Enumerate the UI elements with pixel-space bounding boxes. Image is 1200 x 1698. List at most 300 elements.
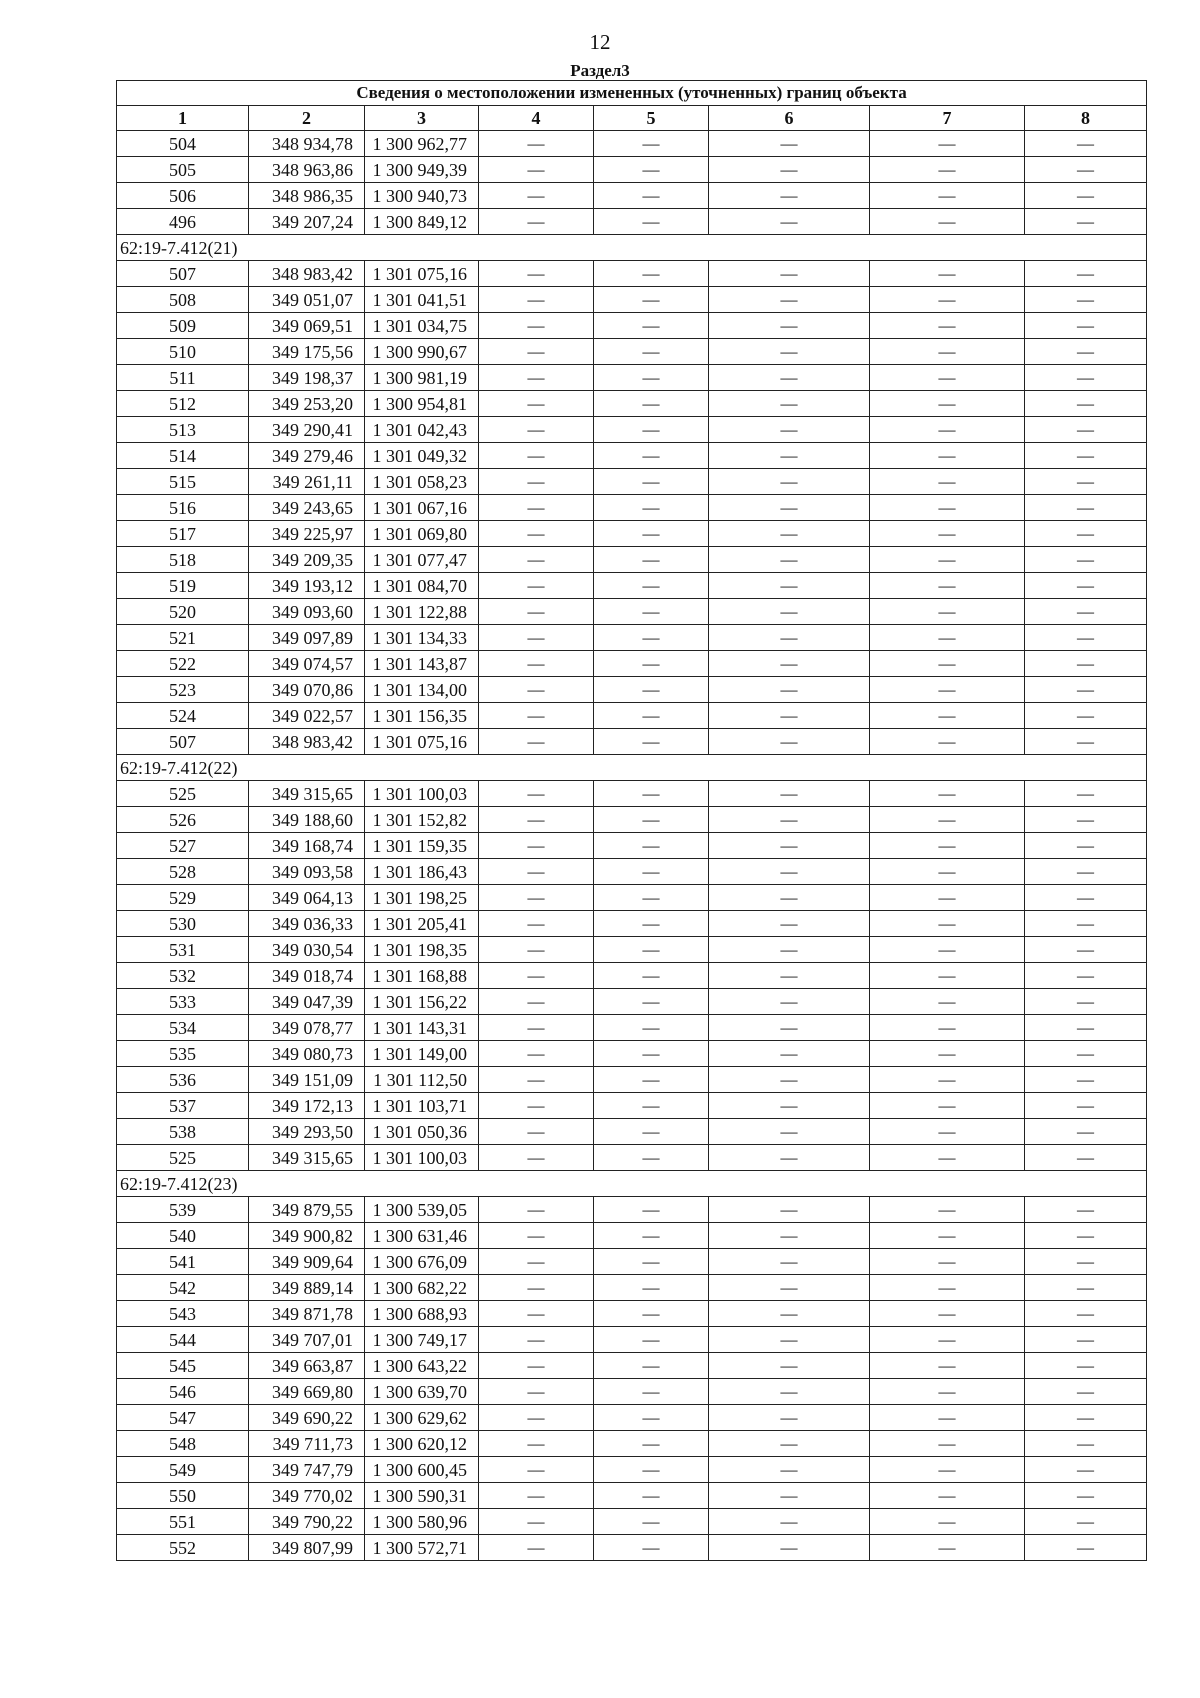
empty-value-cell: — [479, 651, 594, 677]
point-number-cell: 548 [117, 1431, 249, 1457]
y-coordinate-cell: 1 301 042,43 [365, 417, 479, 443]
empty-value-cell: — [870, 1457, 1025, 1483]
point-number-cell: 518 [117, 547, 249, 573]
empty-value-cell: — [479, 989, 594, 1015]
point-number-cell: 507 [117, 261, 249, 287]
empty-value-cell: — [1025, 287, 1147, 313]
empty-value-cell: — [594, 391, 709, 417]
x-coordinate-cell: 349 261,11 [249, 469, 365, 495]
empty-value-cell: — [709, 313, 870, 339]
empty-value-cell: — [479, 1431, 594, 1457]
point-number-cell: 537 [117, 1093, 249, 1119]
empty-value-cell: — [479, 1353, 594, 1379]
x-coordinate-cell: 348 983,42 [249, 261, 365, 287]
empty-value-cell: — [709, 625, 870, 651]
empty-value-cell: — [870, 1093, 1025, 1119]
empty-value-cell: — [709, 547, 870, 573]
empty-value-cell: — [1025, 183, 1147, 209]
table-header-row [117, 106, 1147, 131]
empty-value-cell: — [870, 287, 1025, 313]
empty-value-cell: — [479, 209, 594, 235]
empty-value-cell: — [479, 1041, 594, 1067]
empty-value-cell: — [479, 547, 594, 573]
empty-value-cell: — [709, 365, 870, 391]
empty-value-cell: — [709, 1093, 870, 1119]
table-row [117, 1197, 1147, 1223]
empty-value-cell: — [479, 157, 594, 183]
x-coordinate-cell: 349 172,13 [249, 1093, 365, 1119]
point-number-cell: 530 [117, 911, 249, 937]
empty-value-cell: — [709, 1301, 870, 1327]
parcel-number: 62:19-7.412(23) [117, 1171, 1147, 1197]
table-row [117, 1405, 1147, 1431]
empty-value-cell: — [479, 1301, 594, 1327]
table-row [117, 495, 1147, 521]
empty-value-cell: — [870, 261, 1025, 287]
empty-value-cell: — [1025, 1249, 1147, 1275]
empty-value-cell: — [594, 1145, 709, 1171]
empty-value-cell: — [1025, 261, 1147, 287]
y-coordinate-cell: 1 301 156,22 [365, 989, 479, 1015]
empty-value-cell: — [1025, 209, 1147, 235]
empty-value-cell: — [1025, 1093, 1147, 1119]
x-coordinate-cell: 349 209,35 [249, 547, 365, 573]
point-number-cell: 511 [117, 365, 249, 391]
empty-value-cell: — [1025, 1327, 1147, 1353]
empty-value-cell: — [594, 1093, 709, 1119]
empty-value-cell: — [870, 1405, 1025, 1431]
empty-value-cell: — [709, 1379, 870, 1405]
x-coordinate-cell: 349 315,65 [249, 1145, 365, 1171]
empty-value-cell: — [479, 963, 594, 989]
empty-value-cell: — [594, 1015, 709, 1041]
empty-value-cell: — [709, 469, 870, 495]
empty-value-cell: — [1025, 391, 1147, 417]
empty-value-cell: — [870, 859, 1025, 885]
empty-value-cell: — [1025, 1353, 1147, 1379]
parcel-number: 62:19-7.412(22) [117, 755, 1147, 781]
table-row [117, 1509, 1147, 1535]
y-coordinate-cell: 1 301 186,43 [365, 859, 479, 885]
empty-value-cell: — [1025, 1379, 1147, 1405]
empty-value-cell: — [1025, 781, 1147, 807]
table-row [117, 651, 1147, 677]
table-row [117, 989, 1147, 1015]
y-coordinate-cell: 1 300 572,71 [365, 1535, 479, 1561]
empty-value-cell: — [870, 703, 1025, 729]
y-coordinate-cell: 1 301 075,16 [365, 261, 479, 287]
point-number-cell: 510 [117, 339, 249, 365]
y-coordinate-cell: 1 300 949,39 [365, 157, 479, 183]
empty-value-cell: — [479, 573, 594, 599]
empty-value-cell: — [870, 833, 1025, 859]
table-row [117, 521, 1147, 547]
point-number-cell: 523 [117, 677, 249, 703]
empty-value-cell: — [709, 807, 870, 833]
table-row [117, 339, 1147, 365]
empty-value-cell: — [709, 703, 870, 729]
y-coordinate-cell: 1 301 069,80 [365, 521, 479, 547]
empty-value-cell: — [1025, 313, 1147, 339]
point-number-cell: 522 [117, 651, 249, 677]
empty-value-cell: — [870, 885, 1025, 911]
empty-value-cell: — [870, 183, 1025, 209]
table-row [117, 1067, 1147, 1093]
x-coordinate-cell: 349 069,51 [249, 313, 365, 339]
table-row [117, 807, 1147, 833]
empty-value-cell: — [594, 1197, 709, 1223]
x-coordinate-cell: 349 253,20 [249, 391, 365, 417]
empty-value-cell: — [709, 781, 870, 807]
empty-value-cell: — [709, 651, 870, 677]
empty-value-cell: — [594, 911, 709, 937]
table-row [117, 183, 1147, 209]
empty-value-cell: — [709, 339, 870, 365]
empty-value-cell: — [870, 1119, 1025, 1145]
y-coordinate-cell: 1 301 077,47 [365, 547, 479, 573]
empty-value-cell: — [709, 1197, 870, 1223]
empty-value-cell: — [870, 1275, 1025, 1301]
empty-value-cell: — [709, 1015, 870, 1041]
x-coordinate-cell: 349 074,57 [249, 651, 365, 677]
empty-value-cell: — [594, 1067, 709, 1093]
empty-value-cell: — [594, 157, 709, 183]
point-number-cell: 543 [117, 1301, 249, 1327]
x-coordinate-cell: 349 188,60 [249, 807, 365, 833]
table-row [117, 131, 1147, 157]
x-coordinate-cell: 349 080,73 [249, 1041, 365, 1067]
table-row [117, 1483, 1147, 1509]
empty-value-cell: — [709, 157, 870, 183]
column-header: 5 [594, 106, 709, 131]
empty-value-cell: — [594, 547, 709, 573]
table-row [117, 885, 1147, 911]
point-number-cell: 539 [117, 1197, 249, 1223]
y-coordinate-cell: 1 300 643,22 [365, 1353, 479, 1379]
empty-value-cell: — [1025, 1431, 1147, 1457]
empty-value-cell: — [709, 1275, 870, 1301]
x-coordinate-cell: 349 151,09 [249, 1067, 365, 1093]
table-row [117, 1093, 1147, 1119]
y-coordinate-cell: 1 301 143,31 [365, 1015, 479, 1041]
empty-value-cell: — [1025, 1535, 1147, 1561]
empty-value-cell: — [709, 1405, 870, 1431]
column-header: 8 [1025, 106, 1147, 131]
x-coordinate-cell: 349 807,99 [249, 1535, 365, 1561]
table-row [117, 365, 1147, 391]
empty-value-cell: — [594, 677, 709, 703]
table-row [117, 443, 1147, 469]
empty-value-cell: — [1025, 1457, 1147, 1483]
table-row [117, 261, 1147, 287]
empty-value-cell: — [594, 859, 709, 885]
empty-value-cell: — [479, 391, 594, 417]
x-coordinate-cell: 349 036,33 [249, 911, 365, 937]
empty-value-cell: — [709, 443, 870, 469]
empty-value-cell: — [709, 729, 870, 755]
empty-value-cell: — [479, 859, 594, 885]
point-number-cell: 526 [117, 807, 249, 833]
x-coordinate-cell: 349 663,87 [249, 1353, 365, 1379]
table-row [117, 1249, 1147, 1275]
x-coordinate-cell: 349 168,74 [249, 833, 365, 859]
y-coordinate-cell: 1 301 159,35 [365, 833, 479, 859]
table-row [117, 677, 1147, 703]
empty-value-cell: — [870, 1197, 1025, 1223]
point-number-cell: 541 [117, 1249, 249, 1275]
y-coordinate-cell: 1 301 122,88 [365, 599, 479, 625]
empty-value-cell: — [1025, 1119, 1147, 1145]
x-coordinate-cell: 349 207,24 [249, 209, 365, 235]
empty-value-cell: — [479, 1197, 594, 1223]
point-number-cell: 528 [117, 859, 249, 885]
y-coordinate-cell: 1 301 067,16 [365, 495, 479, 521]
empty-value-cell: — [870, 1483, 1025, 1509]
empty-value-cell: — [594, 1405, 709, 1431]
x-coordinate-cell: 349 225,97 [249, 521, 365, 547]
empty-value-cell: — [709, 599, 870, 625]
y-coordinate-cell: 1 300 749,17 [365, 1327, 479, 1353]
point-number-cell: 535 [117, 1041, 249, 1067]
table-row [117, 287, 1147, 313]
empty-value-cell: — [479, 833, 594, 859]
empty-value-cell: — [1025, 1483, 1147, 1509]
empty-value-cell: — [709, 1223, 870, 1249]
empty-value-cell: — [870, 1431, 1025, 1457]
y-coordinate-cell: 1 300 590,31 [365, 1483, 479, 1509]
empty-value-cell: — [479, 1457, 594, 1483]
table-row [117, 1457, 1147, 1483]
parcel-number: 62:19-7.412(21) [117, 235, 1147, 261]
empty-value-cell: — [709, 131, 870, 157]
table-row [117, 573, 1147, 599]
empty-value-cell: — [594, 417, 709, 443]
empty-value-cell: — [594, 833, 709, 859]
point-number-cell: 540 [117, 1223, 249, 1249]
x-coordinate-cell: 349 790,22 [249, 1509, 365, 1535]
empty-value-cell: — [594, 1327, 709, 1353]
x-coordinate-cell: 349 879,55 [249, 1197, 365, 1223]
y-coordinate-cell: 1 301 084,70 [365, 573, 479, 599]
empty-value-cell: — [594, 1041, 709, 1067]
y-coordinate-cell: 1 300 639,70 [365, 1379, 479, 1405]
y-coordinate-cell: 1 301 205,41 [365, 911, 479, 937]
x-coordinate-cell: 348 986,35 [249, 183, 365, 209]
empty-value-cell: — [594, 729, 709, 755]
empty-value-cell: — [1025, 859, 1147, 885]
empty-value-cell: — [870, 963, 1025, 989]
column-header: 3 [365, 106, 479, 131]
y-coordinate-cell: 1 300 580,96 [365, 1509, 479, 1535]
empty-value-cell: — [479, 1275, 594, 1301]
empty-value-cell: — [709, 1249, 870, 1275]
point-number-cell: 513 [117, 417, 249, 443]
y-coordinate-cell: 1 301 100,03 [365, 1145, 479, 1171]
y-coordinate-cell: 1 301 134,00 [365, 677, 479, 703]
x-coordinate-cell: 349 047,39 [249, 989, 365, 1015]
table-row [117, 313, 1147, 339]
y-coordinate-cell: 1 301 100,03 [365, 781, 479, 807]
empty-value-cell: — [479, 1015, 594, 1041]
empty-value-cell: — [709, 495, 870, 521]
empty-value-cell: — [709, 417, 870, 443]
empty-value-cell: — [870, 469, 1025, 495]
table-row [117, 1015, 1147, 1041]
empty-value-cell: — [1025, 1275, 1147, 1301]
empty-value-cell: — [479, 417, 594, 443]
table-row [117, 625, 1147, 651]
empty-value-cell: — [709, 573, 870, 599]
empty-value-cell: — [479, 313, 594, 339]
x-coordinate-cell: 349 022,57 [249, 703, 365, 729]
empty-value-cell: — [479, 807, 594, 833]
empty-value-cell: — [709, 989, 870, 1015]
empty-value-cell: — [870, 1145, 1025, 1171]
empty-value-cell: — [479, 521, 594, 547]
empty-value-cell: — [709, 1145, 870, 1171]
empty-value-cell: — [1025, 365, 1147, 391]
empty-value-cell: — [1025, 625, 1147, 651]
empty-value-cell: — [1025, 157, 1147, 183]
table-row [117, 1327, 1147, 1353]
point-number-cell: 512 [117, 391, 249, 417]
page-number: 12 [589, 30, 611, 54]
empty-value-cell: — [870, 365, 1025, 391]
empty-value-cell: — [1025, 1041, 1147, 1067]
y-coordinate-cell: 1 301 168,88 [365, 963, 479, 989]
empty-value-cell: — [479, 287, 594, 313]
empty-value-cell: — [479, 1145, 594, 1171]
empty-value-cell: — [709, 833, 870, 859]
x-coordinate-cell: 349 064,13 [249, 885, 365, 911]
y-coordinate-cell: 1 301 143,87 [365, 651, 479, 677]
empty-value-cell: — [709, 521, 870, 547]
empty-value-cell: — [709, 209, 870, 235]
empty-value-cell: — [709, 1041, 870, 1067]
table-row [117, 937, 1147, 963]
table-row [117, 1431, 1147, 1457]
point-number-cell: 552 [117, 1535, 249, 1561]
x-coordinate-cell: 349 315,65 [249, 781, 365, 807]
empty-value-cell: — [870, 937, 1025, 963]
empty-value-cell: — [594, 963, 709, 989]
empty-value-cell: — [594, 495, 709, 521]
point-number-cell: 551 [117, 1509, 249, 1535]
empty-value-cell: — [479, 885, 594, 911]
x-coordinate-cell: 349 070,86 [249, 677, 365, 703]
table-row [117, 391, 1147, 417]
y-coordinate-cell: 1 300 620,12 [365, 1431, 479, 1457]
empty-value-cell: — [1025, 729, 1147, 755]
empty-value-cell: — [594, 937, 709, 963]
empty-value-cell: — [870, 625, 1025, 651]
table-row [117, 1535, 1147, 1561]
section-title: Раздел3 [570, 61, 630, 80]
empty-value-cell: — [709, 1509, 870, 1535]
point-number-cell: 524 [117, 703, 249, 729]
parcel-group-row [117, 235, 1147, 261]
empty-value-cell: — [870, 599, 1025, 625]
empty-value-cell: — [1025, 807, 1147, 833]
x-coordinate-cell: 349 018,74 [249, 963, 365, 989]
point-number-cell: 546 [117, 1379, 249, 1405]
point-number-cell: 525 [117, 781, 249, 807]
empty-value-cell: — [594, 443, 709, 469]
empty-value-cell: — [1025, 1509, 1147, 1535]
empty-value-cell: — [870, 1067, 1025, 1093]
table-caption: Сведения о местоположении измененных (уточненных) границ объекта [117, 81, 1147, 106]
point-number-cell: 507 [117, 729, 249, 755]
table-row [117, 1275, 1147, 1301]
x-coordinate-cell: 349 690,22 [249, 1405, 365, 1431]
empty-value-cell: — [479, 339, 594, 365]
empty-value-cell: — [479, 365, 594, 391]
empty-value-cell: — [594, 1223, 709, 1249]
y-coordinate-cell: 1 301 198,35 [365, 937, 479, 963]
parcel-group-row [117, 755, 1147, 781]
empty-value-cell: — [594, 1509, 709, 1535]
empty-value-cell: — [870, 1041, 1025, 1067]
empty-value-cell: — [709, 1457, 870, 1483]
point-number-cell: 538 [117, 1119, 249, 1145]
table-row [117, 1119, 1147, 1145]
y-coordinate-cell: 1 300 940,73 [365, 183, 479, 209]
y-coordinate-cell: 1 301 112,50 [365, 1067, 479, 1093]
empty-value-cell: — [594, 885, 709, 911]
x-coordinate-cell: 349 193,12 [249, 573, 365, 599]
point-number-cell: 527 [117, 833, 249, 859]
point-number-cell: 545 [117, 1353, 249, 1379]
empty-value-cell: — [1025, 469, 1147, 495]
y-coordinate-cell: 1 300 849,12 [365, 209, 479, 235]
x-coordinate-cell: 349 030,54 [249, 937, 365, 963]
table-body [117, 131, 1147, 1561]
table-row [117, 963, 1147, 989]
y-coordinate-cell: 1 300 688,93 [365, 1301, 479, 1327]
empty-value-cell: — [594, 1275, 709, 1301]
table-row [117, 1379, 1147, 1405]
y-coordinate-cell: 1 300 682,22 [365, 1275, 479, 1301]
table-row [117, 781, 1147, 807]
empty-value-cell: — [1025, 443, 1147, 469]
empty-value-cell: — [709, 859, 870, 885]
y-coordinate-cell: 1 301 049,32 [365, 443, 479, 469]
y-coordinate-cell: 1 301 149,00 [365, 1041, 479, 1067]
empty-value-cell: — [709, 677, 870, 703]
empty-value-cell: — [1025, 1145, 1147, 1171]
empty-value-cell: — [479, 1535, 594, 1561]
empty-value-cell: — [594, 131, 709, 157]
empty-value-cell: — [870, 911, 1025, 937]
table-row [117, 859, 1147, 885]
table-row [117, 1223, 1147, 1249]
empty-value-cell: — [1025, 495, 1147, 521]
empty-value-cell: — [870, 131, 1025, 157]
table-row [117, 1145, 1147, 1171]
empty-value-cell: — [594, 573, 709, 599]
point-number-cell: 525 [117, 1145, 249, 1171]
empty-value-cell: — [479, 1379, 594, 1405]
empty-value-cell: — [709, 1483, 870, 1509]
y-coordinate-cell: 1 300 981,19 [365, 365, 479, 391]
empty-value-cell: — [870, 1249, 1025, 1275]
empty-value-cell: — [1025, 573, 1147, 599]
empty-value-cell: — [594, 599, 709, 625]
x-coordinate-cell: 349 198,37 [249, 365, 365, 391]
point-number-cell: 531 [117, 937, 249, 963]
empty-value-cell: — [1025, 911, 1147, 937]
point-number-cell: 532 [117, 963, 249, 989]
